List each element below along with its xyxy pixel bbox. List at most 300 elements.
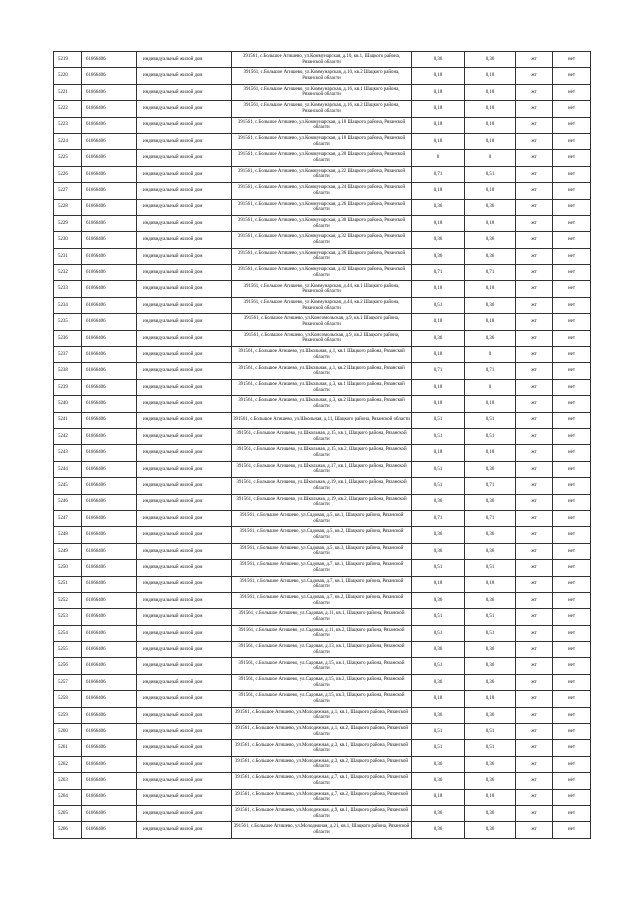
- cell-object-type: индивидуальный жилой дом: [137, 428, 232, 444]
- cell-value-a: 0,36: [412, 773, 465, 789]
- cell-value-a: 0,36: [412, 543, 465, 559]
- cell-row-number: 5222: [54, 101, 82, 117]
- cell-row-number: 5254: [54, 625, 82, 641]
- cell-value-b: 0,18: [465, 215, 516, 231]
- table-row: [54, 297, 591, 313]
- cell-address: 391561, с.Большое Агишево, ул.Школьная, д.19, кв.1, Шацкого района, Рязанской области: [232, 478, 412, 494]
- cell-row-number: 5250: [54, 560, 82, 576]
- cell-object-type: индивидуальный жилой дом: [137, 150, 232, 166]
- table-row: [54, 560, 591, 576]
- cell-address: 391561, с.Большое Агишево, ул.Садовая, д.11, кв.2, Шацкого района, Рязанской области: [232, 625, 412, 641]
- cell-marker-b: нет: [553, 133, 591, 149]
- cell-marker-b: нет: [553, 199, 591, 215]
- cell-okato-code: 61666406: [82, 494, 137, 510]
- table-row: [54, 52, 591, 68]
- cell-object-type: индивидуальный жилой дом: [137, 445, 232, 461]
- cell-address: 391561, с.Большое Агишево, ул.Школьная, д.11, Шацкого района, Рязанской области: [232, 412, 412, 428]
- table-row: [54, 773, 591, 789]
- cell-okato-code: 61666406: [82, 396, 137, 412]
- cell-address: 391561, с.Большое Агишево, ул.Садовая, д.5, кв.2, Шацкого района, Рязанской области: [232, 527, 412, 543]
- table-row: [54, 740, 591, 756]
- cell-object-type: индивидуальный жилой дом: [137, 68, 232, 84]
- cell-marker-b: нет: [553, 412, 591, 428]
- cell-row-number: 5223: [54, 117, 82, 133]
- cell-marker-a: жт: [516, 560, 553, 576]
- cell-value-a: 0,18: [412, 445, 465, 461]
- cell-row-number: 5242: [54, 428, 82, 444]
- cell-value-b: 0,51: [465, 166, 516, 182]
- cell-value-b: 0,51: [465, 428, 516, 444]
- table-row: [54, 396, 591, 412]
- cell-value-b: 0,36: [465, 199, 516, 215]
- cell-row-number: 5245: [54, 478, 82, 494]
- cell-okato-code: 61666406: [82, 461, 137, 477]
- cell-value-a: 0,51: [412, 625, 465, 641]
- table-row: [54, 707, 591, 723]
- cell-okato-code: 61666406: [82, 822, 137, 838]
- cell-marker-b: нет: [553, 740, 591, 756]
- cell-value-a: 0,51: [412, 412, 465, 428]
- cell-object-type: индивидуальный жилой дом: [137, 461, 232, 477]
- cell-okato-code: 61666406: [82, 232, 137, 248]
- cell-okato-code: 61666406: [82, 805, 137, 821]
- cell-okato-code: 61666406: [82, 740, 137, 756]
- cell-okato-code: 61666406: [82, 576, 137, 592]
- cell-value-a: 0,36: [412, 330, 465, 346]
- cell-okato-code: 61666406: [82, 789, 137, 805]
- cell-value-b: 0,36: [465, 248, 516, 264]
- cell-address: 391561, с.Большое Агишево, ул.Коммунарская, д.24 Шацкого района, Рязанской области: [232, 183, 412, 199]
- cell-okato-code: 61666406: [82, 183, 137, 199]
- cell-object-type: индивидуальный жилой дом: [137, 412, 232, 428]
- cell-okato-code: 61666406: [82, 314, 137, 330]
- table-row: [54, 215, 591, 231]
- cell-row-number: 5231: [54, 248, 82, 264]
- cell-okato-code: 61666406: [82, 84, 137, 100]
- cell-marker-b: нет: [553, 445, 591, 461]
- cell-value-a: 0,51: [412, 609, 465, 625]
- cell-value-a: 0,51: [412, 740, 465, 756]
- cell-object-type: индивидуальный жилой дом: [137, 691, 232, 707]
- cell-address: 391561, с.Большое Агишево, ул.Коммунарская, д.32 Шацкого района, Рязанской области: [232, 232, 412, 248]
- cell-okato-code: 61666406: [82, 478, 137, 494]
- cell-marker-a: жт: [516, 265, 553, 281]
- cell-row-number: 5237: [54, 347, 82, 363]
- cell-marker-b: нет: [553, 510, 591, 526]
- cell-value-a: 0,18: [412, 576, 465, 592]
- cell-marker-a: жт: [516, 822, 553, 838]
- cell-marker-b: нет: [553, 707, 591, 723]
- cell-marker-a: жт: [516, 248, 553, 264]
- cell-okato-code: 61666406: [82, 543, 137, 559]
- cell-marker-b: нет: [553, 330, 591, 346]
- table-row: [54, 789, 591, 805]
- cell-value-a: 0,51: [412, 428, 465, 444]
- cell-value-b: 0,51: [465, 609, 516, 625]
- cell-object-type: индивидуальный жилой дом: [137, 215, 232, 231]
- cell-address: 391561, с.Большое Агишево, ул.Садовая, д.7, кв.2, Шацкого района, Рязанской области: [232, 592, 412, 608]
- cell-address: 391561, с.Большое Агишево, ул.Садовая, д.7, кв.1, Шацкого района, Рязанской области: [232, 576, 412, 592]
- table-row: [54, 166, 591, 182]
- cell-value-b: 0,18: [465, 84, 516, 100]
- cell-value-b: 0,36: [465, 527, 516, 543]
- cell-object-type: индивидуальный жилой дом: [137, 822, 232, 838]
- cell-address: 391561, с.Большое Агишево, ул.Комсомольская, д.9, кв.2 Шацкого района, Рязанской области: [232, 330, 412, 346]
- cell-row-number: 5233: [54, 281, 82, 297]
- cell-value-b: 0,71: [465, 265, 516, 281]
- cell-value-a: 0,18: [412, 281, 465, 297]
- cell-value-b: 0,36: [465, 461, 516, 477]
- cell-object-type: индивидуальный жилой дом: [137, 707, 232, 723]
- cell-address: 391561, с.Большое Агишево, ул.Коммунарская, д.36 Шацкого района, Рязанской области: [232, 248, 412, 264]
- table-row: [54, 363, 591, 379]
- cell-okato-code: 61666406: [82, 133, 137, 149]
- cell-row-number: 5241: [54, 412, 82, 428]
- table-row: [54, 822, 591, 838]
- table-row: [54, 478, 591, 494]
- cell-value-b: 0,71: [465, 478, 516, 494]
- cell-address: 391561, с.Большое Агишево, ул.Школьная, д.15, кв.1, Шацкого района, Рязанской области: [232, 428, 412, 444]
- table-row: [54, 724, 591, 740]
- cell-marker-a: жт: [516, 330, 553, 346]
- cell-row-number: 5239: [54, 379, 82, 395]
- cell-okato-code: 61666406: [82, 265, 137, 281]
- cell-okato-code: 61666406: [82, 773, 137, 789]
- cell-row-number: 5238: [54, 363, 82, 379]
- cell-marker-a: жт: [516, 592, 553, 608]
- cell-row-number: 5256: [54, 658, 82, 674]
- cell-object-type: индивидуальный жилой дом: [137, 609, 232, 625]
- cell-value-b: 0,18: [465, 183, 516, 199]
- cell-value-b: 0,36: [465, 52, 516, 68]
- cell-okato-code: 61666406: [82, 724, 137, 740]
- cell-address: 391561, с.Большое Агишево, ул.Коммунарская, д.30 Шацкого района, Рязанской области: [232, 215, 412, 231]
- cell-object-type: индивидуальный жилой дом: [137, 166, 232, 182]
- cell-value-a: 0,18: [412, 68, 465, 84]
- cell-marker-b: нет: [553, 166, 591, 182]
- cell-okato-code: 61666406: [82, 756, 137, 772]
- cell-value-a: 0,18: [412, 789, 465, 805]
- cell-value-b: 0,36: [465, 494, 516, 510]
- cell-row-number: 5262: [54, 756, 82, 772]
- cell-okato-code: 61666406: [82, 674, 137, 690]
- cell-address: 391561, с.Большое Агишево, ул.Садовая, д.5, кв.1, Шацкого района, Рязанской области: [232, 510, 412, 526]
- cell-marker-b: нет: [553, 543, 591, 559]
- cell-value-a: 0,18: [412, 133, 465, 149]
- table-row: [54, 445, 591, 461]
- cell-value-b: 0,36: [465, 543, 516, 559]
- cell-marker-b: нет: [553, 658, 591, 674]
- cell-row-number: 5252: [54, 592, 82, 608]
- table-row: [54, 428, 591, 444]
- cell-value-a: 0,18: [412, 379, 465, 395]
- cell-object-type: индивидуальный жилой дом: [137, 724, 232, 740]
- cell-address: 391561, с.Большое Агишево, ул.Садовая, д.13, кв.1, Шацкого района, Рязанской области: [232, 642, 412, 658]
- cell-marker-b: нет: [553, 297, 591, 313]
- cell-object-type: индивидуальный жилой дом: [137, 363, 232, 379]
- cell-value-a: 0,51: [412, 560, 465, 576]
- table-row: [54, 248, 591, 264]
- cell-okato-code: 61666406: [82, 199, 137, 215]
- table-row: [54, 199, 591, 215]
- cell-row-number: 5220: [54, 68, 82, 84]
- cell-value-b: 0,18: [465, 133, 516, 149]
- cell-row-number: 5247: [54, 510, 82, 526]
- cell-object-type: индивидуальный жилой дом: [137, 347, 232, 363]
- cell-marker-a: жт: [516, 543, 553, 559]
- cell-marker-b: нет: [553, 494, 591, 510]
- cell-row-number: 5248: [54, 527, 82, 543]
- cell-address: 391561, с.Большое Агишево, ул.Коммунарская, д.26 Шацкого района, Рязанской области: [232, 199, 412, 215]
- cell-object-type: индивидуальный жилой дом: [137, 314, 232, 330]
- cell-marker-b: нет: [553, 215, 591, 231]
- cell-marker-a: жт: [516, 117, 553, 133]
- cell-marker-b: нет: [553, 68, 591, 84]
- cell-okato-code: 61666406: [82, 445, 137, 461]
- cell-address: 391561, с.Большое Агишево, ул.Коммунарская, д.10, кв.2 Шацкого района, Рязанской области: [232, 68, 412, 84]
- cell-value-b: 0: [465, 347, 516, 363]
- cell-value-a: 0,36: [412, 199, 465, 215]
- cell-okato-code: 61666406: [82, 707, 137, 723]
- table-row: [54, 642, 591, 658]
- cell-row-number: 5230: [54, 232, 82, 248]
- cell-marker-b: нет: [553, 609, 591, 625]
- cell-object-type: индивидуальный жилой дом: [137, 183, 232, 199]
- cell-value-b: 0: [465, 379, 516, 395]
- cell-value-a: 0: [412, 150, 465, 166]
- cell-value-a: 0,36: [412, 232, 465, 248]
- cell-value-b: 0,36: [465, 822, 516, 838]
- cell-address: 391561, с.Большое Агишево, ул.Молодежная, д.1, кв.2, Шацкого района, Рязанской области: [232, 724, 412, 740]
- cell-marker-b: нет: [553, 248, 591, 264]
- cell-object-type: индивидуальный жилой дом: [137, 789, 232, 805]
- cell-object-type: индивидуальный жилой дом: [137, 756, 232, 772]
- cell-address: 391561, с.Большое Агишево, ул.Молодежная, д.7, кв.1, Шацкого района, Рязанской области: [232, 773, 412, 789]
- cell-object-type: индивидуальный жилой дом: [137, 133, 232, 149]
- cell-value-a: 0,36: [412, 52, 465, 68]
- cell-marker-b: нет: [553, 183, 591, 199]
- cell-row-number: 5264: [54, 789, 82, 805]
- cell-marker-a: жт: [516, 166, 553, 182]
- cell-value-b: 0,71: [465, 510, 516, 526]
- cell-row-number: 5236: [54, 330, 82, 346]
- cell-address: 391561, с.Большое Агишево, ул.Комсомольская, д.9, кв.1 Шацкого района, Рязанской области: [232, 314, 412, 330]
- cell-row-number: 5265: [54, 805, 82, 821]
- cell-marker-b: нет: [553, 805, 591, 821]
- table-row: [54, 183, 591, 199]
- cell-value-b: 0,18: [465, 117, 516, 133]
- cell-marker-b: нет: [553, 576, 591, 592]
- cell-value-b: 0,36: [465, 674, 516, 690]
- cell-address: 391561, с.Большое Агишево, ул.Школьная, д.3, кв.1 Шацкого района, Рязанской области: [232, 379, 412, 395]
- cell-object-type: индивидуальный жилой дом: [137, 805, 232, 821]
- cell-row-number: 5255: [54, 642, 82, 658]
- cell-marker-b: нет: [553, 724, 591, 740]
- cell-row-number: 5253: [54, 609, 82, 625]
- cell-row-number: 5219: [54, 52, 82, 68]
- cell-marker-a: жт: [516, 297, 553, 313]
- cell-value-a: 0,51: [412, 724, 465, 740]
- cell-value-a: 0,36: [412, 592, 465, 608]
- cell-marker-a: жт: [516, 805, 553, 821]
- cell-value-a: 0,36: [412, 707, 465, 723]
- cell-okato-code: 61666406: [82, 592, 137, 608]
- cell-okato-code: 61666406: [82, 609, 137, 625]
- cell-marker-b: нет: [553, 363, 591, 379]
- cell-value-a: 0,36: [412, 805, 465, 821]
- cell-value-a: 0,51: [412, 297, 465, 313]
- cell-row-number: 5234: [54, 297, 82, 313]
- cell-address: 391561, с.Большое Агишево, ул.Коммунарская, д.18 Шацкого района, Рязанской области: [232, 117, 412, 133]
- cell-object-type: индивидуальный жилой дом: [137, 248, 232, 264]
- cell-object-type: индивидуальный жилой дом: [137, 543, 232, 559]
- table-row: [54, 576, 591, 592]
- cell-okato-code: 61666406: [82, 52, 137, 68]
- table-row: [54, 412, 591, 428]
- cell-okato-code: 61666406: [82, 248, 137, 264]
- cell-marker-a: жт: [516, 183, 553, 199]
- cell-value-a: 0,51: [412, 658, 465, 674]
- table-row: [54, 625, 591, 641]
- cell-okato-code: 61666406: [82, 166, 137, 182]
- cell-value-b: 0,18: [465, 314, 516, 330]
- cell-row-number: 5228: [54, 199, 82, 215]
- cell-marker-a: жт: [516, 133, 553, 149]
- cell-value-b: 0,18: [465, 691, 516, 707]
- cell-value-b: 0,18: [465, 576, 516, 592]
- cell-address: 391561, с.Большое Агишево, ул.Молодежная, д.7, кв.2, Шацкого района, Рязанской области: [232, 789, 412, 805]
- cell-marker-b: нет: [553, 428, 591, 444]
- cell-address: 391561, с.Большое Агишево, ул.Коммунарская, д.18 Шацкого района, Рязанской области: [232, 133, 412, 149]
- cell-address: 391561, с.Большое Агишево, ул.Молодежная, д.3, кв.2, Шацкого района, Рязанской области: [232, 756, 412, 772]
- cell-row-number: 5224: [54, 133, 82, 149]
- cell-value-b: 0,51: [465, 412, 516, 428]
- cell-address: 391561, с.Большое Агишево, ул.Коммунарская, д.16, кв.1 Шацкого района, Рязанской области: [232, 84, 412, 100]
- cell-value-a: 0,71: [412, 265, 465, 281]
- cell-address: 391561, с.Большое Агишево, ул.Садовая, д.5, кв.3, Шацкого района, Рязанской области: [232, 543, 412, 559]
- cell-marker-a: жт: [516, 740, 553, 756]
- cell-marker-b: нет: [553, 396, 591, 412]
- cell-row-number: 5235: [54, 314, 82, 330]
- cell-okato-code: 61666406: [82, 68, 137, 84]
- cell-okato-code: 61666406: [82, 412, 137, 428]
- cell-object-type: индивидуальный жилой дом: [137, 265, 232, 281]
- cell-marker-a: жт: [516, 68, 553, 84]
- cell-marker-b: нет: [553, 592, 591, 608]
- cell-marker-a: жт: [516, 756, 553, 772]
- cell-address: 391561, с.Большое Агишево, ул.Молодежная, д.21, кв.1, Шацкого района, Рязанской области: [232, 822, 412, 838]
- cell-value-b: 0,36: [465, 756, 516, 772]
- cell-marker-b: нет: [553, 52, 591, 68]
- cell-okato-code: 61666406: [82, 297, 137, 313]
- table-row: [54, 510, 591, 526]
- cell-address: 391561, с.Большое Агишево, ул.Молодежная, д.1, кв.1, Шацкого района, Рязанской области: [232, 707, 412, 723]
- cell-marker-a: жт: [516, 232, 553, 248]
- cell-marker-a: жт: [516, 494, 553, 510]
- cell-row-number: 5229: [54, 215, 82, 231]
- cell-marker-b: нет: [553, 773, 591, 789]
- cell-marker-a: жт: [516, 510, 553, 526]
- table-row: [54, 133, 591, 149]
- cell-marker-b: нет: [553, 642, 591, 658]
- table-row: [54, 691, 591, 707]
- cell-address: 391561, с.Большое Агишево, ул.Школьная, д.17, кв.1, Шацкого района, Рязанской области: [232, 461, 412, 477]
- cell-marker-a: жт: [516, 527, 553, 543]
- cell-object-type: индивидуальный жилой дом: [137, 740, 232, 756]
- table-row: [54, 347, 591, 363]
- cell-marker-a: жт: [516, 281, 553, 297]
- cell-address: 391561, с.Большое Агишево, ул.Коммунарская, д.44, кв.2 Шацкого района, Рязанской области: [232, 297, 412, 313]
- cell-marker-a: жт: [516, 314, 553, 330]
- cell-row-number: 5244: [54, 461, 82, 477]
- cell-object-type: индивидуальный жилой дом: [137, 773, 232, 789]
- table-row: [54, 494, 591, 510]
- cell-value-b: 0,36: [465, 658, 516, 674]
- cell-address: 391561, с.Большое Агишево, ул.Школьная, д.19, кв.2, Шацкого района, Рязанской области: [232, 494, 412, 510]
- cell-marker-b: нет: [553, 756, 591, 772]
- cell-address: 391561, с.Большое Агишево, ул.Молодежная, д.9, кв.1, Шацкого района, Рязанской области: [232, 805, 412, 821]
- table-body: [54, 52, 591, 839]
- cell-address: 391561, с.Большое Агишево, ул.Садовая, д.7, кв.1, Шацкого района, Рязанской области: [232, 560, 412, 576]
- cell-value-b: 0,18: [465, 445, 516, 461]
- cell-address: 391561, с.Большое Агишево, ул.Школьная, д.1, кв.2 Шацкого района, Рязанской области: [232, 363, 412, 379]
- cell-marker-a: жт: [516, 478, 553, 494]
- cell-value-b: 0,51: [465, 724, 516, 740]
- cell-value-a: 0,36: [412, 248, 465, 264]
- cell-marker-b: нет: [553, 527, 591, 543]
- cell-address: 391561, с.Большое Агишево, ул.Садовая, д.15, кв.2, Шацкого района, Рязанской области: [232, 674, 412, 690]
- cell-okato-code: 61666406: [82, 642, 137, 658]
- cell-value-a: 0,18: [412, 691, 465, 707]
- cell-value-b: 0,51: [465, 625, 516, 641]
- cell-object-type: индивидуальный жилой дом: [137, 625, 232, 641]
- cell-value-a: 0,36: [412, 494, 465, 510]
- cell-value-b: 0,36: [465, 773, 516, 789]
- cell-okato-code: 61666406: [82, 347, 137, 363]
- table-row: [54, 84, 591, 100]
- cell-marker-a: жт: [516, 199, 553, 215]
- cell-marker-b: нет: [553, 117, 591, 133]
- cell-marker-a: жт: [516, 52, 553, 68]
- cell-value-b: 0,71: [465, 363, 516, 379]
- cell-row-number: 5227: [54, 183, 82, 199]
- cell-marker-a: жт: [516, 691, 553, 707]
- cell-value-b: 0,36: [465, 232, 516, 248]
- table-row: [54, 314, 591, 330]
- cell-value-a: 0,36: [412, 756, 465, 772]
- cell-object-type: индивидуальный жилой дом: [137, 560, 232, 576]
- cell-address: 391561, с.Большое Агишево, ул.Коммунарская, д.22 Шацкого района, Рязанской области: [232, 166, 412, 182]
- cell-value-a: 0,71: [412, 166, 465, 182]
- cell-okato-code: 61666406: [82, 510, 137, 526]
- cell-object-type: индивидуальный жилой дом: [137, 396, 232, 412]
- cell-marker-a: жт: [516, 576, 553, 592]
- cell-value-a: 0,51: [412, 478, 465, 494]
- table-row: [54, 265, 591, 281]
- cell-address: 391561, с.Большое Агишево, ул.Коммунарская, д.10, кв.1, Шацкого района, Рязанской области: [232, 52, 412, 68]
- cell-object-type: индивидуальный жилой дом: [137, 510, 232, 526]
- table-row: [54, 281, 591, 297]
- cell-object-type: индивидуальный жилой дом: [137, 117, 232, 133]
- cell-marker-b: нет: [553, 461, 591, 477]
- cell-value-b: 0,18: [465, 396, 516, 412]
- cell-value-a: 0,71: [412, 510, 465, 526]
- cell-marker-a: жт: [516, 150, 553, 166]
- cell-marker-b: нет: [553, 150, 591, 166]
- cell-address: 391561, с.Большое Агишево, ул.Садовая, д.15, кв.1, Шацкого района, Рязанской области: [232, 658, 412, 674]
- cell-object-type: индивидуальный жилой дом: [137, 232, 232, 248]
- table-row: [54, 756, 591, 772]
